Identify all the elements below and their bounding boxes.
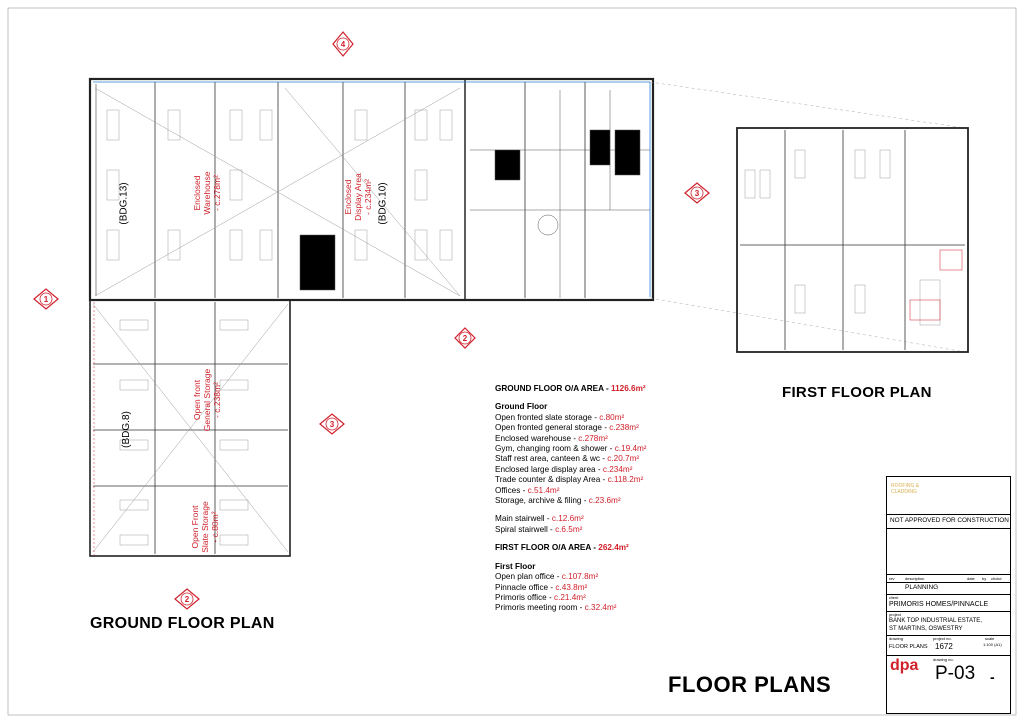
client-label: client (889, 595, 899, 600)
marker-east-lower-number: 3 (329, 420, 335, 429)
area-item: Pinnacle office - c.43.8m² (495, 582, 588, 592)
first-total-line: FIRST FLOOR O/A AREA - 262.4m² (495, 543, 629, 553)
area-item: Trade counter & display Area - c.118.2m² (495, 475, 644, 485)
scale-value: 1:100 (A1) (983, 642, 1002, 647)
project-no-label: project no. (933, 636, 952, 641)
logo-left-text: ROOFING & CLADDING (891, 483, 920, 495)
area-schedule (495, 384, 715, 614)
ground-total-line: GROUND FLOOR O/A AREA - 1126.6m² (495, 384, 646, 393)
area-item: Main stairwell - c.12.6m² (495, 514, 584, 524)
date-header: date (967, 576, 975, 581)
ground-floor-plan-title: GROUND FLOOR PLAN (90, 615, 275, 632)
drawing-no-label: drawing no. (933, 657, 954, 662)
drawing-label: drawing (889, 636, 904, 641)
floor-plans-title: FLOOR PLANS (668, 672, 832, 697)
rev-header: rev (889, 576, 895, 581)
drawing-name: FLOOR PLANS (889, 644, 928, 650)
status-label: PLANNING (905, 584, 939, 591)
dpa-logo: dpa (890, 657, 919, 674)
room-label-enclosed-display: Enclosed Display Area - c.234m² (343, 173, 373, 221)
not-approved-label: NOT APPROVED FOR CONSTRUCTION (890, 517, 1009, 524)
client-name: PRIMORIS HOMES/PINNACLE (889, 601, 989, 608)
project-label: project (889, 612, 902, 617)
area-item: Storage, archive & filing - c.23.6m² (495, 496, 621, 506)
description-header: description (905, 576, 925, 581)
area-item: Enclosed warehouse - c.278m² (495, 433, 608, 443)
marker-east-mid-number: 3 (694, 189, 700, 198)
marker-south-lower-number: 2 (184, 595, 190, 604)
building-label-bdg10: (BDG.10) (377, 182, 389, 225)
room-label-enclosed-warehouse: Enclosed Warehouse - c.278m² (192, 171, 222, 215)
marker-west-number: 1 (43, 295, 49, 304)
area-item: Gym, changing room & shower - c.19.4m² (495, 444, 647, 454)
project-no: 1672 (935, 642, 953, 651)
title-block (886, 476, 1011, 714)
revision-value: - (990, 669, 995, 685)
building-label-bdg8: (BDG.8) (120, 411, 132, 448)
drawing-no: P-03 (935, 663, 976, 684)
marker-north-number: 4 (340, 40, 346, 49)
logo-right-text: PRIMORIS HOMES LTD (941, 487, 1002, 493)
first-floor-plan-title: FIRST FLOOR PLAN (782, 384, 932, 401)
building-label-bdg13: (BDG.13) (118, 182, 130, 225)
area-item: Open fronted general storage - c.238m² (495, 423, 639, 433)
marker-south-mid-number: 2 (462, 334, 468, 343)
ground-floor-heading: Ground Floor (495, 402, 548, 412)
chckd-header: chckd (991, 576, 1002, 581)
room-label-open-front-slate: Open Front Slate Storage - c.80m² (190, 501, 220, 553)
area-item: Enclosed large display area - c.234m² (495, 464, 633, 474)
project-line-1: BANK TOP INDUSTRIAL ESTATE, (889, 618, 982, 624)
scale-label: scale (985, 636, 995, 641)
area-item: Open fronted slate storage - c.80m² (495, 412, 625, 422)
first-floor-plan (737, 128, 968, 352)
view-lines (650, 82, 965, 352)
area-item: Open plan office - c.107.8m² (495, 572, 599, 582)
area-item: Offices - c.51.4m² (495, 485, 560, 495)
area-item: Spiral stairwell - c.6.5m² (495, 524, 583, 534)
area-item: Primoris meeting room - c.32.4m² (495, 603, 617, 613)
first-floor-heading: First Floor (495, 561, 536, 571)
area-item: Primoris office - c.21.4m² (495, 592, 586, 602)
room-label-open-front-general: Open front General Storage - c.238m² (192, 368, 222, 432)
by-header: by (982, 576, 987, 581)
area-item: Staff rest area, canteen & wc - c.20.7m² (495, 454, 640, 464)
project-line-2: ST MARTINS, OSWESTRY (889, 626, 963, 632)
